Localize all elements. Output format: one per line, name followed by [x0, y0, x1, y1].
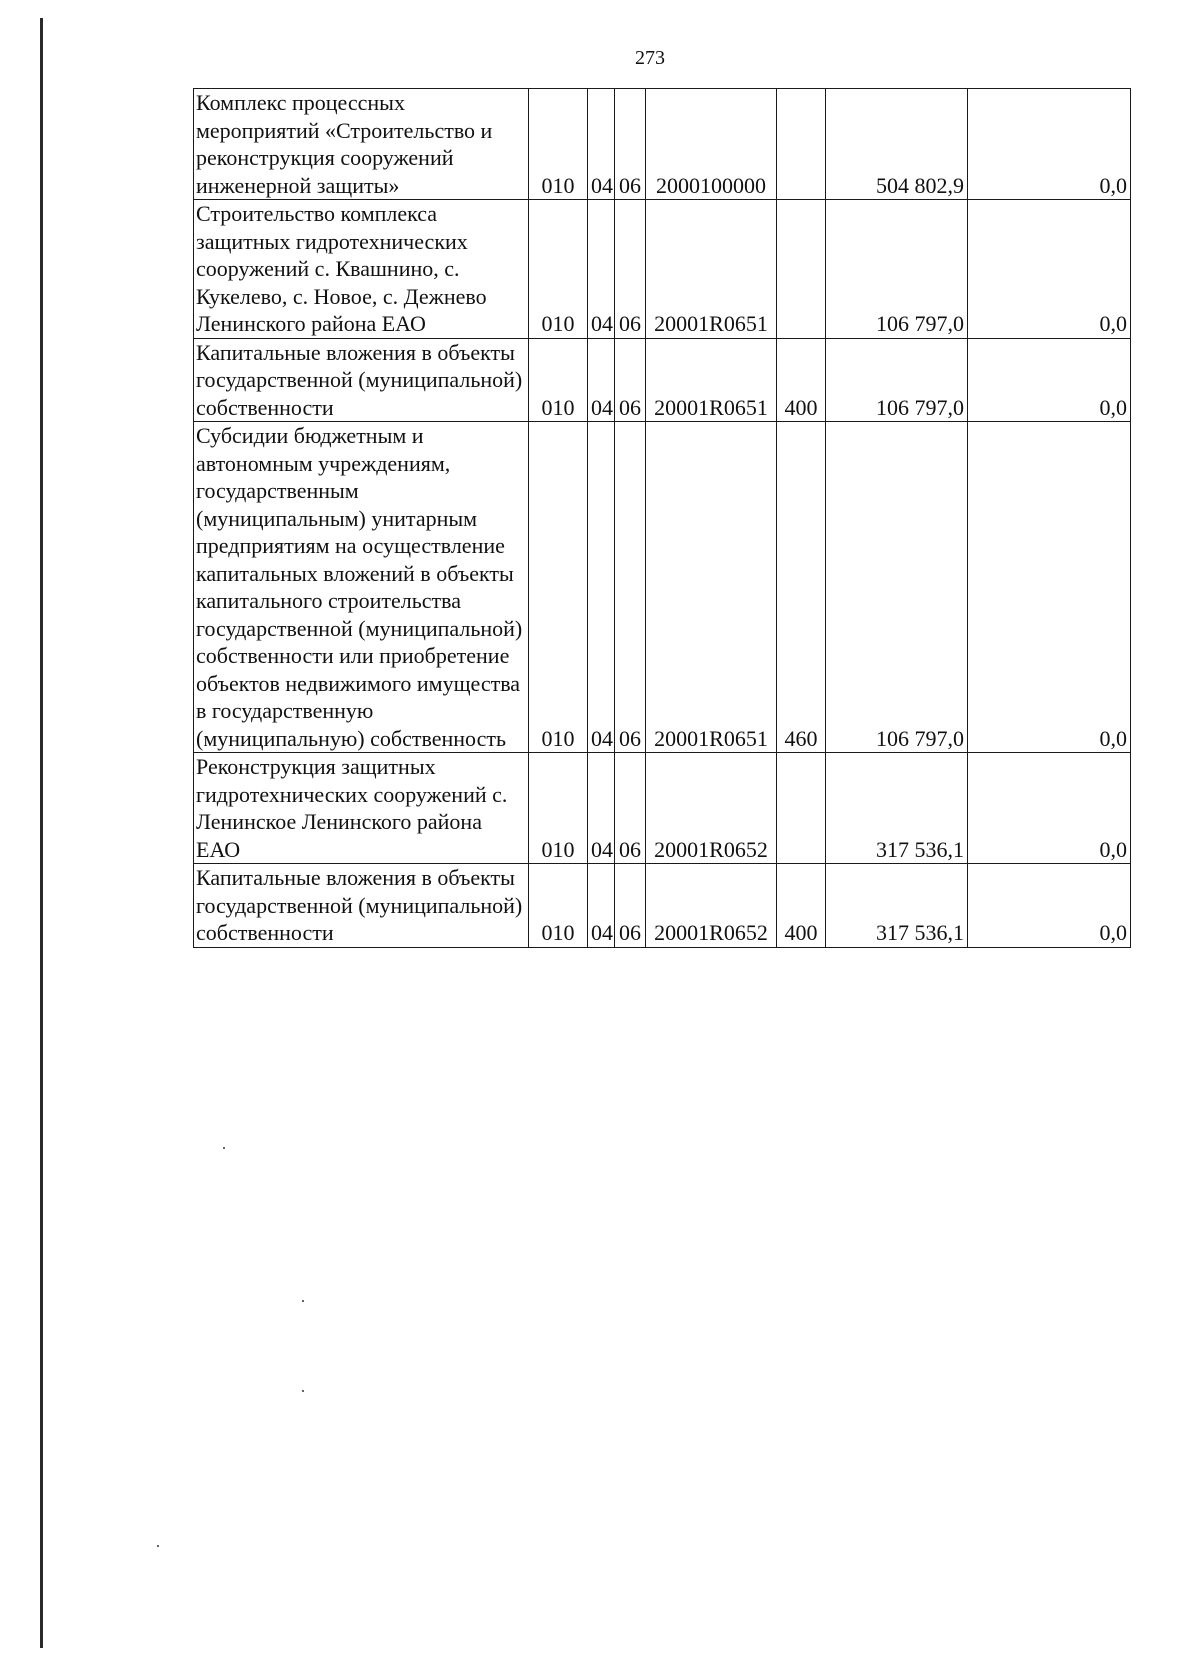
budget-table [193, 88, 1131, 948]
amount: 317 536,1 [826, 864, 968, 948]
expense-type-code [777, 753, 826, 864]
subsection-code: 06 [615, 422, 646, 753]
ministry-code: 010 [529, 864, 588, 948]
row-name: Реконструкция защитных гидротехнических сооружений с. Ленинское Ленинского района ЕАО [194, 753, 529, 864]
row-name: Капитальные вложения в объекты государственной (муниципальной) собственности [194, 338, 529, 422]
row-name: Субсидии бюджетным и автономным учреждениям, государственным (муниципальным) унитарным предприятиям на осуществление капитальных вложений в объекты капитального строительства государственной (муниципальной) собственности или приобретение объектов недвижимого имущества в государственную (муниципальную) собственность [194, 422, 529, 753]
table-row [194, 753, 1131, 864]
amount-2: 0,0 [968, 864, 1131, 948]
row-name: Комплекс процессных мероприятий «Строительство и реконструкция сооружений инженерной защиты» [194, 89, 529, 200]
scan-edge-line [40, 18, 43, 1648]
target-article-code: 20001R0651 [646, 338, 777, 422]
subsection-code: 06 [615, 864, 646, 948]
amount-2: 0,0 [968, 422, 1131, 753]
section-code: 04 [588, 200, 615, 339]
table-row [194, 864, 1131, 948]
expense-type-code [777, 89, 826, 200]
amount: 106 797,0 [826, 338, 968, 422]
subsection-code: 06 [615, 89, 646, 200]
subsection-code: 06 [615, 200, 646, 339]
page-number: 273 [635, 47, 665, 69]
target-article-code: 20001R0651 [646, 200, 777, 339]
amount-2: 0,0 [968, 200, 1131, 339]
row-name: Капитальные вложения в объекты государственной (муниципальной) собственности [194, 864, 529, 948]
amount: 106 797,0 [826, 422, 968, 753]
scan-speck [223, 1147, 225, 1149]
ministry-code: 010 [529, 422, 588, 753]
row-name: Строительство комплекса защитных гидротехнических сооружений с. Квашнино, с. Кукелево, с. Новое, с. Дежнево Ленинского района ЕАО [194, 200, 529, 339]
expense-type-code: 400 [777, 338, 826, 422]
expense-type-code: 400 [777, 864, 826, 948]
amount-2: 0,0 [968, 753, 1131, 864]
expense-type-code: 460 [777, 422, 826, 753]
table-row [194, 422, 1131, 753]
amount-2: 0,0 [968, 89, 1131, 200]
section-code: 04 [588, 422, 615, 753]
ministry-code: 010 [529, 89, 588, 200]
target-article-code: 20001R0652 [646, 864, 777, 948]
target-article-code: 20001R0652 [646, 753, 777, 864]
target-article-code: 20001R0651 [646, 422, 777, 753]
ministry-code: 010 [529, 338, 588, 422]
table-row [194, 338, 1131, 422]
page-number-container [0, 46, 1200, 70]
amount-2: 0,0 [968, 338, 1131, 422]
scan-speck [157, 1545, 159, 1547]
ministry-code: 010 [529, 200, 588, 339]
scan-speck [302, 1390, 304, 1392]
table-row [194, 89, 1131, 200]
amount: 106 797,0 [826, 200, 968, 339]
ministry-code: 010 [529, 753, 588, 864]
section-code: 04 [588, 864, 615, 948]
section-code: 04 [588, 89, 615, 200]
subsection-code: 06 [615, 338, 646, 422]
target-article-code: 2000100000 [646, 89, 777, 200]
scan-speck [302, 1300, 304, 1302]
amount: 504 802,9 [826, 89, 968, 200]
section-code: 04 [588, 338, 615, 422]
amount: 317 536,1 [826, 753, 968, 864]
section-code: 04 [588, 753, 615, 864]
subsection-code: 06 [615, 753, 646, 864]
table-body [194, 89, 1131, 948]
expense-type-code [777, 200, 826, 339]
table-row [194, 200, 1131, 339]
